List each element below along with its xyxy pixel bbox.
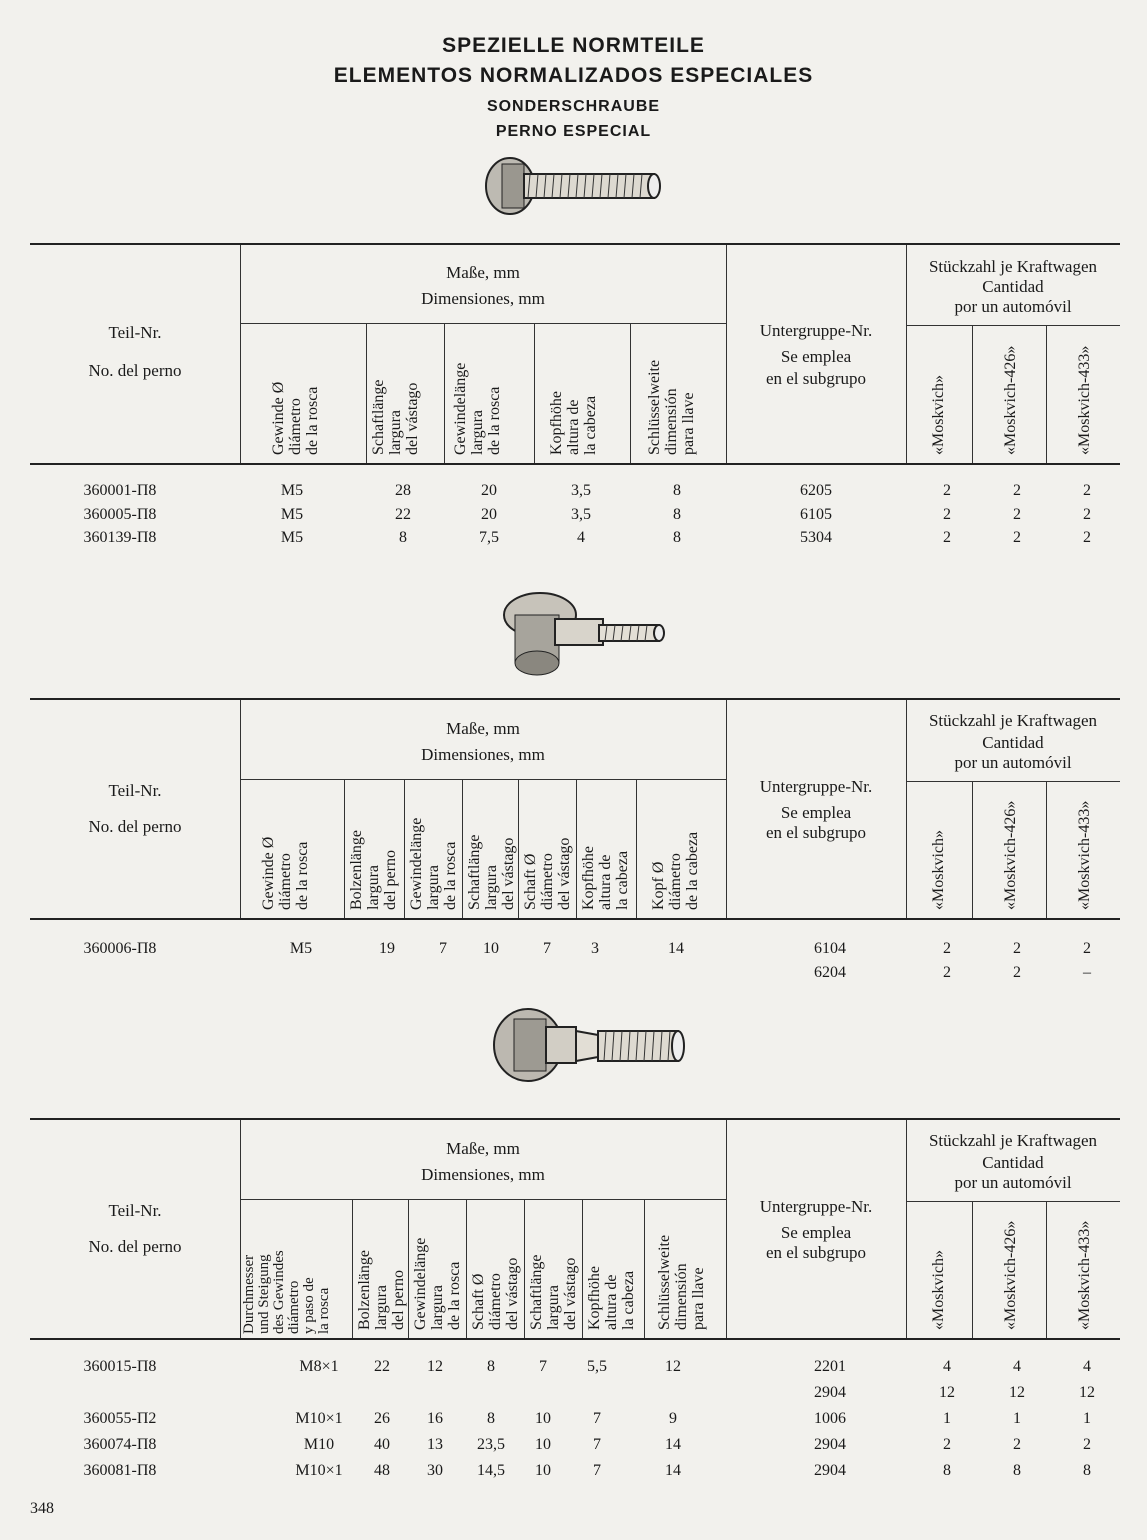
table-cell: 2: [943, 529, 951, 546]
table-cell: 360074-П8: [83, 1436, 157, 1453]
table-cell: 2: [943, 963, 951, 981]
stueckzahl-header-es2: por un automóvil: [954, 297, 1072, 316]
table-cell: 7: [593, 1410, 601, 1427]
dim-col-header: Schaftlänge largura del vástago: [528, 1254, 579, 1330]
table-cell: 6204: [814, 963, 846, 981]
stueckzahl-header: Stückzahl je Kraftwagen: [928, 711, 1098, 730]
table-cell: 360139-П8: [83, 529, 157, 546]
table-cell: 2201: [814, 1358, 846, 1375]
table-cell: 13: [427, 1436, 443, 1453]
title-line-4: PERNO ESPECIAL: [495, 123, 652, 140]
table-cell: 1: [1013, 1410, 1021, 1427]
dim-col-header: Schlüsselweite dimensión para llave: [656, 1234, 707, 1330]
table-cell: 2: [1083, 482, 1091, 499]
table-cell: 2: [943, 1436, 951, 1453]
table-cell: 1: [943, 1410, 951, 1427]
dim-col-header: Gewindelänge largura de la rosca: [412, 1237, 463, 1330]
table-cell: 360055-П2: [83, 1410, 157, 1427]
table-cell: 2: [1013, 940, 1021, 957]
table-cell: 10: [535, 1436, 551, 1453]
table-cell: 3,5: [571, 482, 591, 499]
table-cell: 2: [1013, 505, 1021, 523]
table-cell: 5,5: [587, 1358, 607, 1375]
page-number: 348: [30, 1500, 54, 1517]
car-col-header: «Moskvich-433»: [1076, 345, 1093, 455]
table-cell: 6205: [800, 482, 832, 499]
untergruppe-label-es1: Se emplea: [780, 347, 852, 366]
dimensions-header: Maße, mm: [446, 263, 520, 282]
table-cell: 4: [577, 529, 585, 546]
table-cell: 4: [1013, 1358, 1021, 1375]
table-cell: 2: [1083, 529, 1091, 546]
table-cell: 12: [665, 1358, 681, 1375]
stueckzahl-header-es1: Cantidad: [982, 1153, 1044, 1172]
table-cell: 2904: [814, 1462, 846, 1479]
table-cell: 14: [668, 940, 684, 957]
teil-nr-label-es: No. del perno: [88, 1237, 182, 1256]
dim-col-header: Bolzenlänge largura del perno: [348, 830, 399, 910]
table-cell: M8×1: [299, 1358, 339, 1375]
table-cell: 26: [374, 1410, 390, 1427]
table-cell: 2: [943, 482, 951, 499]
dimensions-header: Maße, mm: [446, 1139, 520, 1158]
teil-nr-label: Teil-Nr.: [108, 323, 162, 342]
table-cell: 9: [669, 1410, 677, 1427]
table-cell: 7: [539, 1358, 547, 1375]
table-cell: 8: [487, 1410, 495, 1427]
stueckzahl-header-es2: por un automóvil: [954, 753, 1072, 772]
title-line-1: SPEZIELLE NORMTEILE: [442, 34, 705, 57]
dim-col-header: Kopfhöhe altura de la cabeza: [586, 1266, 637, 1330]
table-cell: 16: [427, 1410, 443, 1427]
table-cell: 1: [1083, 1410, 1091, 1427]
table-cell: 8: [1083, 1462, 1091, 1479]
table-cell: M10: [303, 1436, 335, 1453]
dimensions-header-es: Dimensiones, mm: [421, 1165, 545, 1184]
stueckzahl-header-es1: Cantidad: [982, 277, 1044, 296]
table-cell: M5: [280, 529, 304, 546]
table-cell: 23,5: [477, 1436, 505, 1453]
teil-nr-label-es: No. del perno: [88, 817, 182, 836]
car-col-header: «Moskvich»: [930, 375, 947, 455]
title-line-2: ELEMENTOS NORMALIZADOS ESPECIALES: [333, 64, 814, 87]
dim-col-header: Gewindelänge largura de la rosca: [408, 817, 459, 910]
table-cell: 4: [1083, 1358, 1091, 1375]
table-cell: 2: [1013, 482, 1021, 499]
table-cell: 4: [943, 1358, 951, 1375]
table-cell: 12: [1009, 1384, 1025, 1401]
table-cell: 2: [1013, 963, 1021, 981]
untergruppe-label-es1: Se emplea: [780, 1223, 852, 1242]
table-cell: 10: [483, 940, 499, 957]
table-cell: 14: [665, 1462, 681, 1479]
table-cell: 2: [943, 505, 951, 523]
table-cell: 22: [374, 1358, 390, 1375]
dim-col-header: Gewinde Ø diámetro de la rosca: [260, 836, 311, 910]
car-col-header: «Moskvich-426»: [1002, 1220, 1019, 1330]
table-cell: M10×1: [295, 1410, 343, 1427]
table-cell: 10: [535, 1410, 551, 1427]
table-cell: 360006-П8: [83, 940, 157, 957]
table-cell: 2904: [814, 1436, 846, 1453]
untergruppe-label: Untergruppe-Nr.: [759, 321, 873, 340]
dimensions-header: Maße, mm: [446, 719, 520, 738]
table-cell: 6105: [800, 505, 832, 523]
title-line-3: SONDERSCHRAUBE: [486, 98, 661, 115]
table-cell: 20: [481, 505, 497, 523]
table-cell: 5304: [800, 529, 832, 546]
table-cell: 2: [943, 940, 951, 957]
table-cell: 40: [374, 1436, 390, 1453]
teil-nr-label: Teil-Nr.: [108, 1201, 162, 1220]
car-col-header: «Moskvich-426»: [1002, 800, 1019, 910]
table-cell: 8: [1013, 1462, 1021, 1479]
untergruppe-label: Untergruppe-Nr.: [759, 1197, 873, 1216]
untergruppe-label-es2: en el subgrupo: [765, 823, 867, 842]
dim-col-header: Schaft Ø diámetro del vástago: [522, 837, 573, 910]
table-cell: 7: [543, 940, 551, 957]
teil-nr-label-es: No. del perno: [88, 361, 182, 380]
table-cell: 8: [673, 505, 681, 523]
stueckzahl-header: Stückzahl je Kraftwagen: [928, 1131, 1098, 1150]
dim-col-header: Gewindelänge largura de la rosca: [452, 362, 503, 455]
table-cell: 7: [593, 1436, 601, 1453]
table-cell: 12: [427, 1358, 443, 1375]
dim-col-header: Schaft Ø diámetro del vástago: [470, 1257, 521, 1330]
car-col-header: «Moskvich»: [930, 830, 947, 910]
car-col-header: «Moskvich-433»: [1076, 800, 1093, 910]
table-cell: 360005-П8: [83, 505, 157, 523]
dimensions-header-es: Dimensiones, mm: [421, 745, 545, 764]
table-cell: –: [1083, 963, 1091, 981]
stueckzahl-header-es1: Cantidad: [982, 733, 1044, 752]
table-cell: 7,5: [479, 529, 499, 546]
table-cell: 2: [1083, 505, 1091, 523]
dim-col-header: Kopfhöhe altura de la cabeza: [548, 391, 599, 455]
dim-col-header: Bolzenlänge largura del perno: [356, 1250, 407, 1330]
table-cell: 8: [673, 482, 681, 499]
table-cell: M5: [280, 505, 304, 523]
table-cell: 2904: [814, 1384, 846, 1401]
table-cell: M5: [280, 482, 304, 499]
table-cell: 12: [1079, 1384, 1095, 1401]
table-cell: 2: [1083, 940, 1091, 957]
table-cell: 3,5: [571, 505, 591, 523]
table-cell: 1006: [814, 1410, 846, 1427]
table-cell: 12: [939, 1384, 955, 1401]
stueckzahl-header: Stückzahl je Kraftwagen: [928, 257, 1098, 276]
table-cell: 14,5: [477, 1462, 505, 1479]
table-cell: 28: [395, 482, 411, 499]
table-cell: 360081-П8: [83, 1462, 157, 1479]
table-cell: 8: [399, 529, 407, 546]
dim-col-header: Durchmesser und Steigung des Gewindes diámetro y paso de la rosca: [241, 1250, 332, 1334]
teil-nr-label: Teil-Nr.: [108, 781, 162, 800]
table-cell: 2: [1013, 529, 1021, 546]
dim-col-header: Gewinde Ø diámetro de la rosca: [270, 381, 321, 455]
table-cell: 22: [395, 505, 411, 523]
untergruppe-label-es1: Se emplea: [780, 803, 852, 822]
table-cell: 10: [535, 1462, 551, 1479]
untergruppe-label-es2: en el subgrupo: [765, 369, 867, 388]
untergruppe-label: Untergruppe-Nr.: [759, 777, 873, 796]
table-cell: 8: [487, 1358, 495, 1375]
table-cell: 2: [1013, 1436, 1021, 1453]
table-cell: 48: [374, 1462, 390, 1479]
table-cell: 360001-П8: [83, 482, 157, 499]
car-col-header: «Moskvich»: [930, 1250, 947, 1330]
table-cell: 14: [665, 1436, 681, 1453]
bolt-illustration-3: [490, 1005, 690, 1085]
table-cell: 30: [427, 1462, 443, 1479]
bolt-illustration-2: [495, 585, 670, 685]
bolt-illustration-1: [480, 152, 670, 222]
table-cell: 360015-П8: [83, 1358, 157, 1375]
car-col-header: «Moskvich-426»: [1002, 345, 1019, 455]
table-cell: 19: [379, 940, 395, 957]
table-cell: 6104: [814, 940, 846, 957]
table-cell: M5: [289, 940, 313, 957]
dim-col-header: Schaftlänge largura del vástago: [466, 834, 517, 910]
stueckzahl-header-es2: por un automóvil: [954, 1173, 1072, 1192]
table-cell: 7: [439, 940, 447, 957]
table-cell: 8: [943, 1462, 951, 1479]
table-cell: 7: [593, 1462, 601, 1479]
dim-col-header: Schaftlänge largura del vástago: [370, 379, 421, 455]
dim-col-header: Kopfhöhe altura de la cabeza: [580, 846, 631, 910]
table-cell: 3: [591, 940, 599, 957]
car-col-header: «Moskvich-433»: [1076, 1220, 1093, 1330]
table-cell: 2: [1083, 1436, 1091, 1453]
dim-col-header: Kopf Ø diámetro de la cabeza: [650, 831, 701, 910]
table-cell: 20: [481, 482, 497, 499]
dim-col-header: Schlüsselweite dimensión para llave: [646, 359, 697, 455]
table-cell: 8: [673, 529, 681, 546]
dimensions-header-es: Dimensiones, mm: [421, 289, 545, 308]
table-cell: M10×1: [295, 1462, 343, 1479]
untergruppe-label-es2: en el subgrupo: [765, 1243, 867, 1262]
